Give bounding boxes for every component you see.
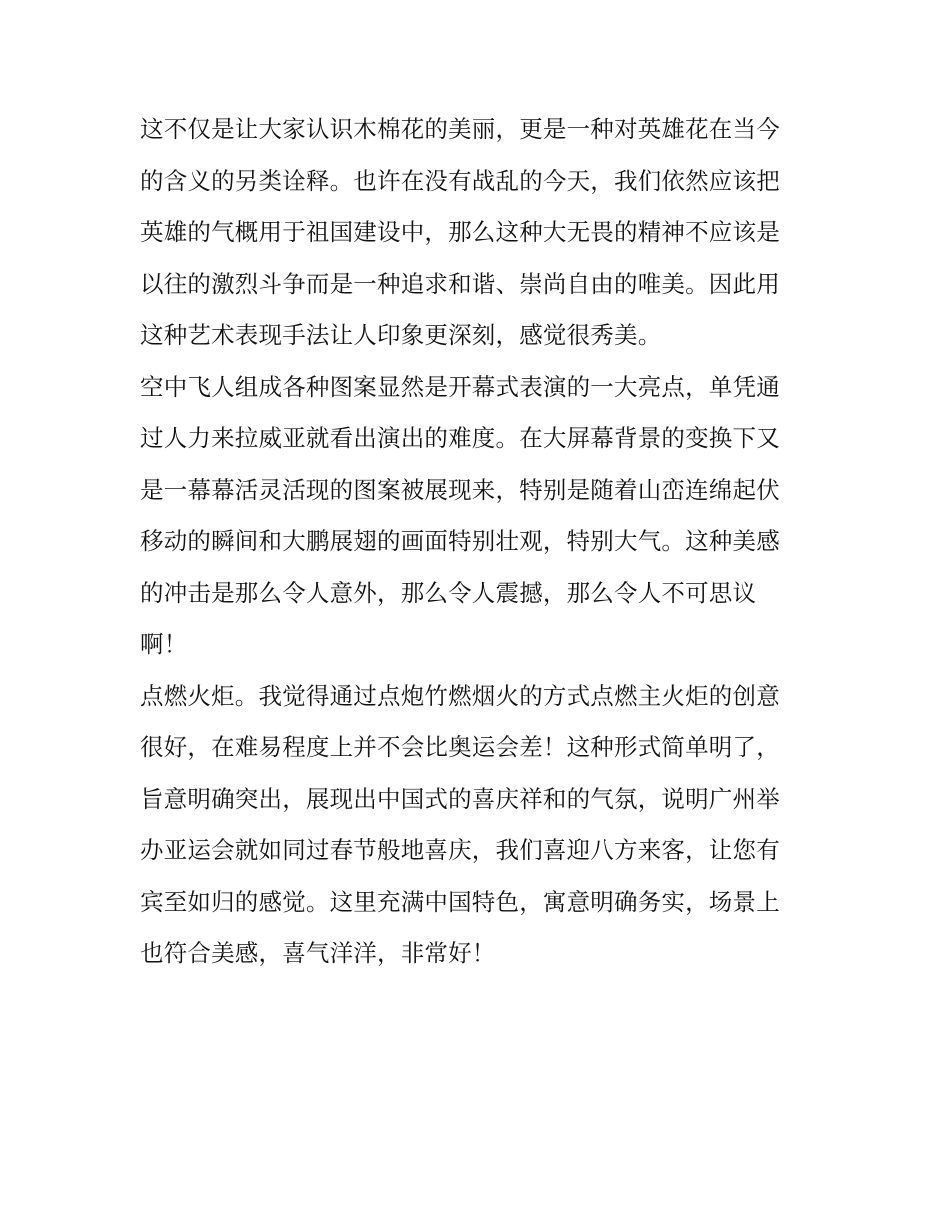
text-line: 的含义的另类诠释。也许在没有战乱的今天，我们依然应该把 (140, 166, 780, 195)
text-line: 也符合美感，喜气洋洋，非常好！ (140, 939, 496, 967)
text-line: 很好，在难易程度上并不会比奥运会差！这种形式简单明了， (140, 733, 780, 761)
paragraph-kapok-flower (140, 104, 820, 362)
text-line: 这不仅是让大家认识木棉花的美丽，更是一种对英雄花在当今 (140, 115, 780, 143)
text-line: 办亚运会就如同过春节般地喜庆，我们喜迎八方来客，让您有 (140, 836, 780, 864)
paragraph-aerial-performers (140, 362, 820, 671)
text-line: 移动的瞬间和大鹏展翅的画面特别壮观，特别大气。这种美感 (140, 527, 780, 555)
text-line: 点燃火炬。我觉得通过点炮竹燃烟火的方式点燃主火炬的创意 (140, 681, 780, 710)
text-line: 的冲击是那么令人意外，那么令人震撼，那么令人不可思议 (140, 578, 757, 607)
text-line: 旨意明确突出，展现出中国式的喜庆祥和的气氛，说明广州举 (140, 784, 780, 813)
text-line: 宾至如归的感觉。这里充满中国特色，寓意明确务实，场景上 (140, 887, 780, 916)
text-line: 啊！ (140, 630, 188, 658)
text-line: 空中飞人组成各种图案显然是开幕式表演的一大亮点，单凭通 (140, 372, 780, 401)
paragraph-torch-lighting (140, 671, 820, 980)
text-line: 是一幕幕活灵活现的图案被展现来，特别是随着山峦连绵起伏 (140, 475, 780, 504)
text-line: 过人力来拉威亚就看出演出的难度。在大屏幕背景的变换下又 (140, 424, 780, 452)
text-line: 这种艺术表现手法让人印象更深刻，感觉很秀美。 (140, 321, 662, 349)
document-body (140, 104, 820, 980)
text-line: 以往的激烈斗争而是一种追求和谐、崇尚自由的唯美。因此用 (140, 269, 780, 298)
text-line: 英雄的气概用于祖国建设中，那么这种大无畏的精神不应该是 (140, 218, 780, 246)
